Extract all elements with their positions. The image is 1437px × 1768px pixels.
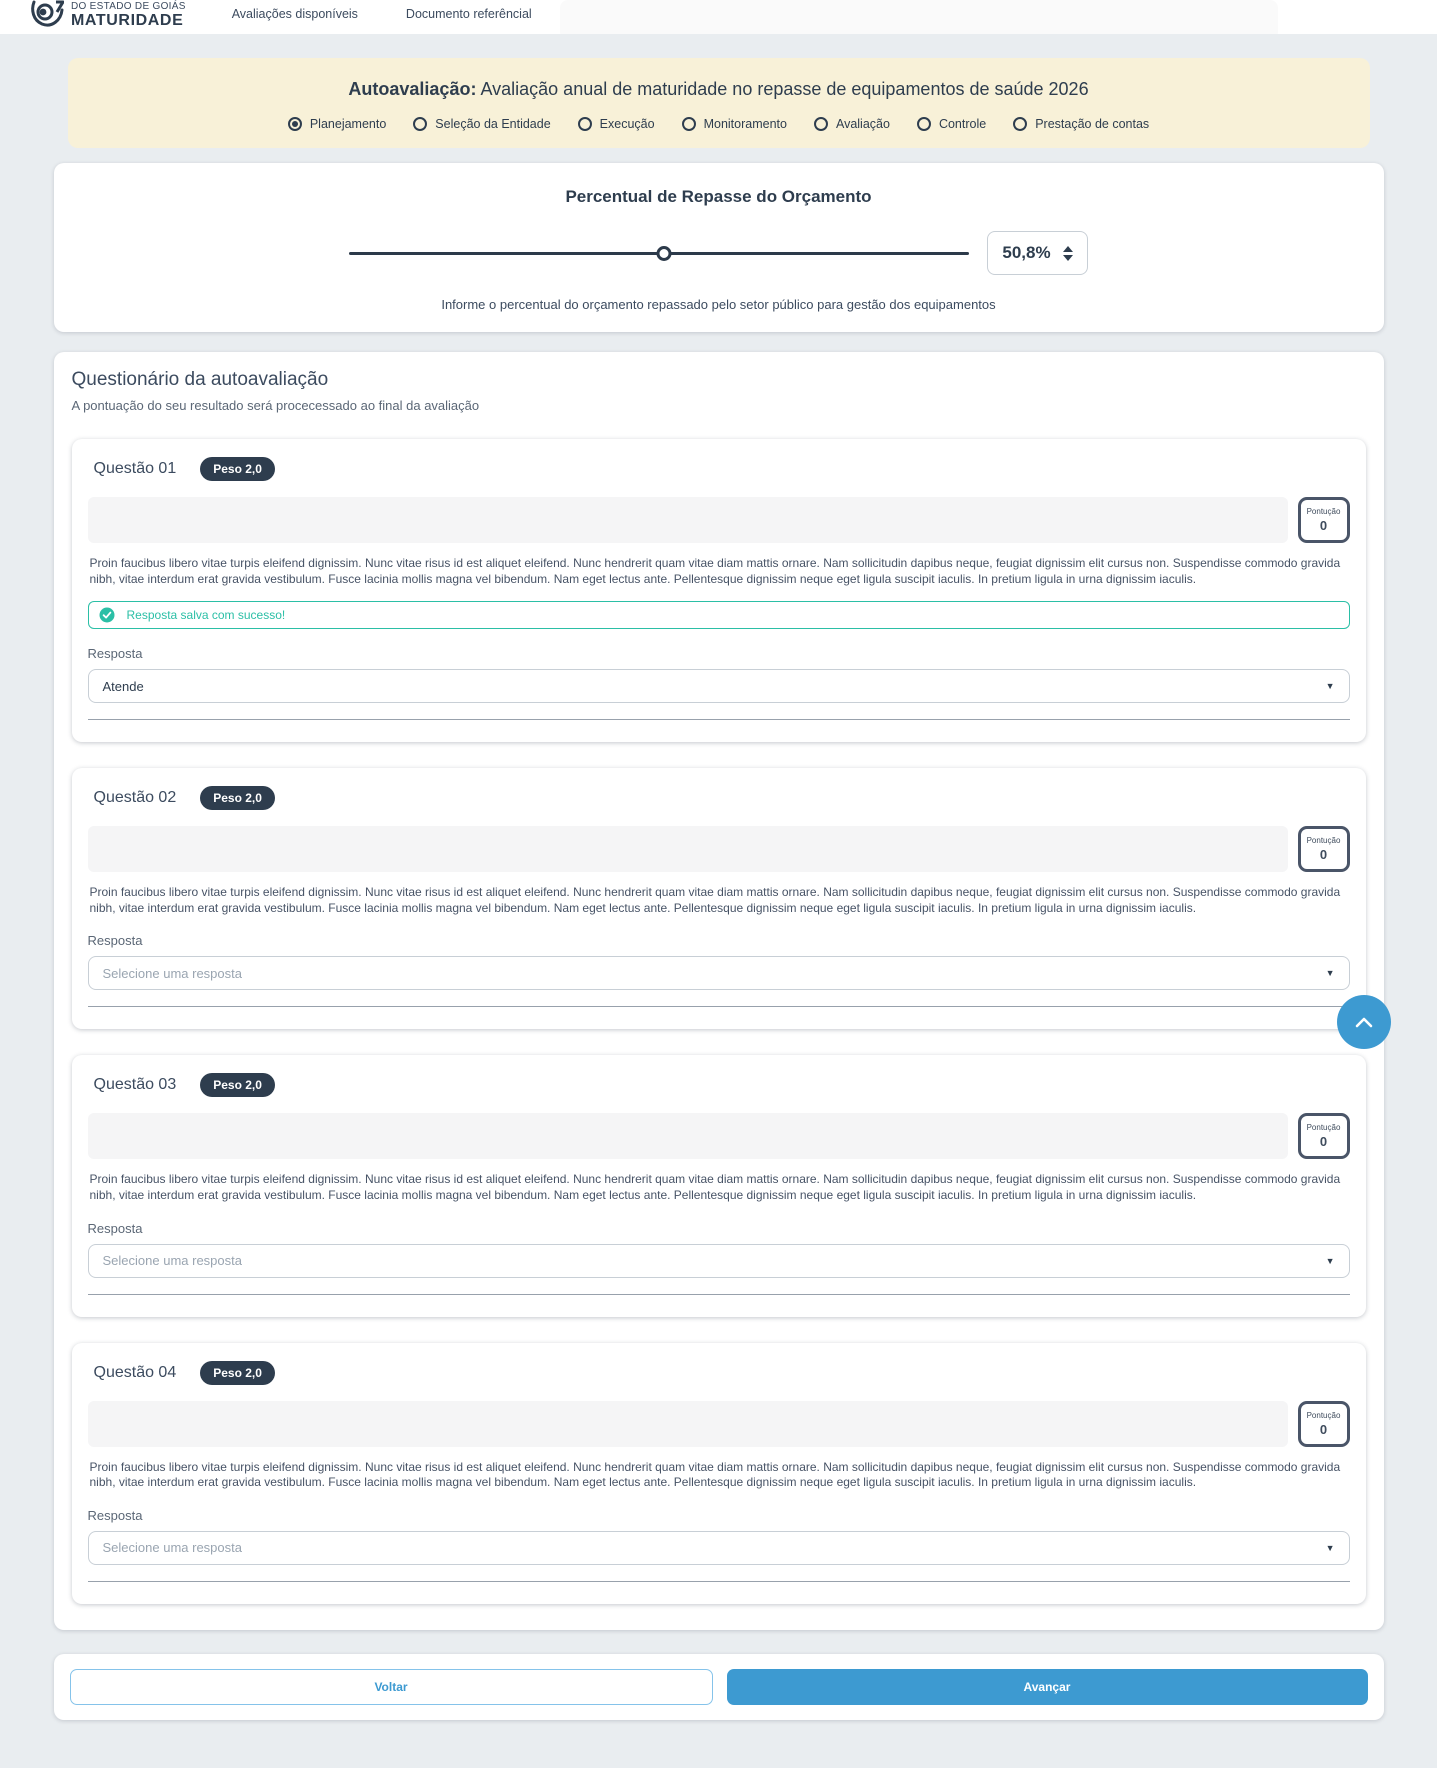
score-box — [1298, 1113, 1350, 1159]
assessment-title — [80, 79, 1358, 100]
score-value: 0 — [1319, 518, 1328, 533]
success-alert-text: Resposta salva com sucesso! — [126, 608, 286, 623]
score-label: Pontução — [1306, 1410, 1341, 1420]
question-card-2 — [72, 768, 1366, 1029]
radio-icon[interactable] — [814, 117, 828, 131]
score-label: Pontução — [1306, 507, 1341, 516]
navbar — [0, 0, 1437, 34]
question-card-1 — [72, 439, 1366, 742]
step-planejamento[interactable] — [288, 117, 386, 131]
radio-icon[interactable] — [1013, 117, 1027, 131]
answer-label: Resposta — [87, 933, 143, 949]
answer-select-placeholder: Selecione uma resposta — [102, 1540, 242, 1556]
step-label: Seleção da Entidade — [435, 117, 551, 131]
answer-label: Resposta — [87, 646, 143, 662]
question-card-4 — [72, 1343, 1366, 1604]
chevron-down-icon: ▼ — [1325, 968, 1335, 979]
question-header — [88, 1361, 1350, 1385]
step-avaliacao[interactable] — [814, 117, 890, 131]
question-description: Proin faucibus libero vitae turpis eleifend dignissim. Nunc vitae risus id est aliquet eleifend. Nunc hendrerit quam vitae diam mattis ornare. Nam sollicitudin dapibus neque, feugiat dignissim elit cursus non. Suspendisse commodo gravida nibh, vitae interdum erat gravida vestibulum. Fusce lacinia mollis magna vel bibendum. Nam eget lectus ante. Pellentesque dignissim neque eget ligula suscipit iaculis. In pretium ligula in urna dignissim iaculis. — [89, 1172, 1341, 1202]
question-weight-badge: Peso 2,0 — [200, 457, 275, 481]
logo — [30, 0, 186, 30]
answer-label: Resposta — [87, 1507, 143, 1523]
answer-select-placeholder: Selecione uma resposta — [102, 965, 242, 981]
percent-input[interactable] — [987, 231, 1087, 275]
answer-select-value: Atende — [102, 678, 144, 694]
score-value: 0 — [1319, 1421, 1328, 1437]
up-down-arrows-icon[interactable] — [1063, 246, 1073, 261]
question-header — [88, 1073, 1350, 1097]
question-weight-badge: Peso 2,0 — [200, 1073, 275, 1097]
divider — [88, 719, 1350, 720]
assessment-title-prefix: Autoavaliação: — [348, 79, 477, 99]
radio-icon[interactable] — [288, 117, 302, 131]
percent-slider[interactable] — [349, 244, 969, 262]
step-up-icon[interactable] — [1063, 246, 1073, 252]
question-card-3 — [72, 1055, 1366, 1316]
question-row — [88, 1401, 1350, 1447]
score-box — [1298, 497, 1350, 543]
nav-link-documento[interactable]: Documento referêncial — [405, 7, 532, 21]
question-statement-field — [88, 826, 1288, 872]
question-description: Proin faucibus libero vitae turpis eleifend dignissim. Nunc vitae risus id est aliquet eleifend. Nunc hendrerit quam vitae diam mattis ornare. Nam sollicitudin dapibus neque, feugiat dignissim elit cursus non. Suspendisse commodo gravida nibh, vitae interdum erat gravida vestibulum. Fusce lacinia mollis magna vel bibendum. Nam eget lectus ante. Pellentesque dignissim neque eget ligula suscipit iaculis. In pretium ligula in urna dignissim iaculis. — [89, 556, 1341, 586]
answer-select[interactable] — [88, 669, 1350, 703]
step-label: Avaliação — [835, 117, 890, 131]
question-statement-field — [88, 1401, 1288, 1447]
budget-percent-card — [54, 163, 1384, 332]
chevron-down-icon: ▼ — [1325, 1255, 1335, 1266]
question-row — [88, 497, 1350, 543]
step-label: Controle — [938, 117, 987, 131]
divider — [88, 1294, 1350, 1295]
score-box — [1298, 826, 1350, 872]
answer-select[interactable] — [88, 1531, 1350, 1565]
divider — [88, 1581, 1350, 1582]
questionnaire-card — [54, 352, 1384, 1630]
step-down-icon[interactable] — [1063, 255, 1073, 261]
phase-stepper — [80, 117, 1358, 131]
chevron-down-icon: ▼ — [1325, 681, 1335, 692]
chevron-up-icon — [1352, 1013, 1376, 1031]
logo-text — [71, 1, 186, 30]
question-row — [88, 1113, 1350, 1159]
score-label: Pontução — [1306, 836, 1341, 846]
answer-select-placeholder: Selecione uma resposta — [102, 1253, 242, 1269]
radio-icon[interactable] — [917, 117, 931, 131]
step-prestacao-de-contas[interactable] — [1013, 117, 1149, 131]
question-statement-field — [88, 1113, 1288, 1159]
step-label: Execução — [599, 117, 655, 131]
budget-percent-row — [74, 231, 1364, 275]
step-label: Prestação de contas — [1035, 117, 1150, 131]
success-alert — [88, 601, 1350, 629]
next-button[interactable]: Avançar — [727, 1669, 1368, 1705]
budget-percent-title: Percentual de Repasse do Orçamento — [565, 187, 872, 206]
assessment-banner — [68, 58, 1370, 148]
radio-icon[interactable] — [578, 117, 592, 131]
question-title: Questão 03 — [93, 1076, 177, 1094]
step-monitoramento[interactable] — [682, 117, 787, 131]
questionnaire-subtitle: A pontuação do seu resultado será procecessado ao final da avaliação — [71, 398, 480, 413]
question-title: Questão 01 — [93, 460, 177, 477]
question-header — [88, 786, 1350, 810]
percent-value: 50,8% — [1002, 243, 1051, 262]
question-row — [88, 826, 1350, 872]
question-header — [88, 457, 1350, 481]
back-button[interactable]: Voltar — [70, 1669, 713, 1705]
navbar-search-input[interactable] — [560, 0, 1278, 34]
actions-bar — [54, 1654, 1384, 1720]
question-title: Questão 02 — [93, 789, 177, 807]
radio-icon[interactable] — [413, 117, 427, 131]
question-weight-badge: Peso 2,0 — [200, 1361, 275, 1385]
step-label: Planejamento — [309, 117, 387, 131]
slider-thumb[interactable] — [657, 246, 672, 261]
step-controle[interactable] — [917, 117, 986, 131]
budget-percent-helper: Informe o percentual do orçamento repassado pelo setor público para gestão dos equipamentos — [441, 297, 996, 312]
step-execucao[interactable] — [578, 117, 655, 131]
assessment-title-text: Avaliação anual de maturidade no repasse de equipamentos de saúde 2026 — [476, 79, 1089, 99]
score-value: 0 — [1319, 1134, 1328, 1150]
logo-title: MATURIDADE — [71, 12, 184, 30]
scroll-to-top-button[interactable] — [1337, 995, 1391, 1049]
answer-select[interactable] — [88, 1244, 1350, 1278]
check-circle-icon — [99, 607, 115, 623]
answer-select[interactable] — [88, 956, 1350, 990]
answer-label: Resposta — [87, 1220, 143, 1236]
divider — [88, 1006, 1350, 1007]
question-statement-field — [88, 497, 1288, 543]
nav-links — [232, 7, 532, 21]
question-weight-badge: Peso 2,0 — [200, 786, 275, 810]
logo-subtitle: DO ESTADO DE GOIÁS — [71, 1, 186, 13]
step-selecao-da-entidade[interactable] — [413, 117, 550, 131]
questionnaire-title: Questionário da autoavaliação — [71, 369, 329, 390]
score-label: Pontução — [1306, 1123, 1341, 1133]
question-title: Questão 04 — [93, 1363, 177, 1381]
score-value: 0 — [1319, 847, 1328, 863]
question-description: Proin faucibus libero vitae turpis eleifend dignissim. Nunc vitae risus id est aliquet eleifend. Nunc hendrerit quam vitae diam mattis ornare. Nam sollicitudin dapibus neque, feugiat dignissim elit cursus non. Suspendisse commodo gravida nibh, vitae interdum erat gravida vestibulum. Fusce lacinia mollis magna vel bibendum. Nam eget lectus ante. Pellentesque dignissim neque eget ligula suscipit iaculis. In pretium ligula in urna dignissim iaculis. — [89, 885, 1341, 915]
step-label: Monitoramento — [703, 117, 787, 131]
nav-link-avaliacoes[interactable]: Avaliações disponíveis — [231, 7, 358, 21]
question-description: Proin faucibus libero vitae turpis eleifend dignissim. Nunc vitae risus id est aliquet eleifend. Nunc hendrerit quam vitae diam mattis ornare. Nam sollicitudin dapibus neque, feugiat dignissim elit cursus non. Suspendisse commodo gravida nibh, vitae interdum erat gravida vestibulum. Fusce lacinia mollis magna vel bibendum. Nam eget lectus ante. Pellentesque dignissim neque eget ligula suscipit iaculis. In pretium ligula in urna dignissim iaculis. — [89, 1459, 1341, 1490]
radio-icon[interactable] — [682, 117, 696, 131]
logo-icon — [30, 0, 64, 30]
score-box — [1298, 1401, 1350, 1447]
chevron-down-icon: ▼ — [1325, 1542, 1335, 1553]
